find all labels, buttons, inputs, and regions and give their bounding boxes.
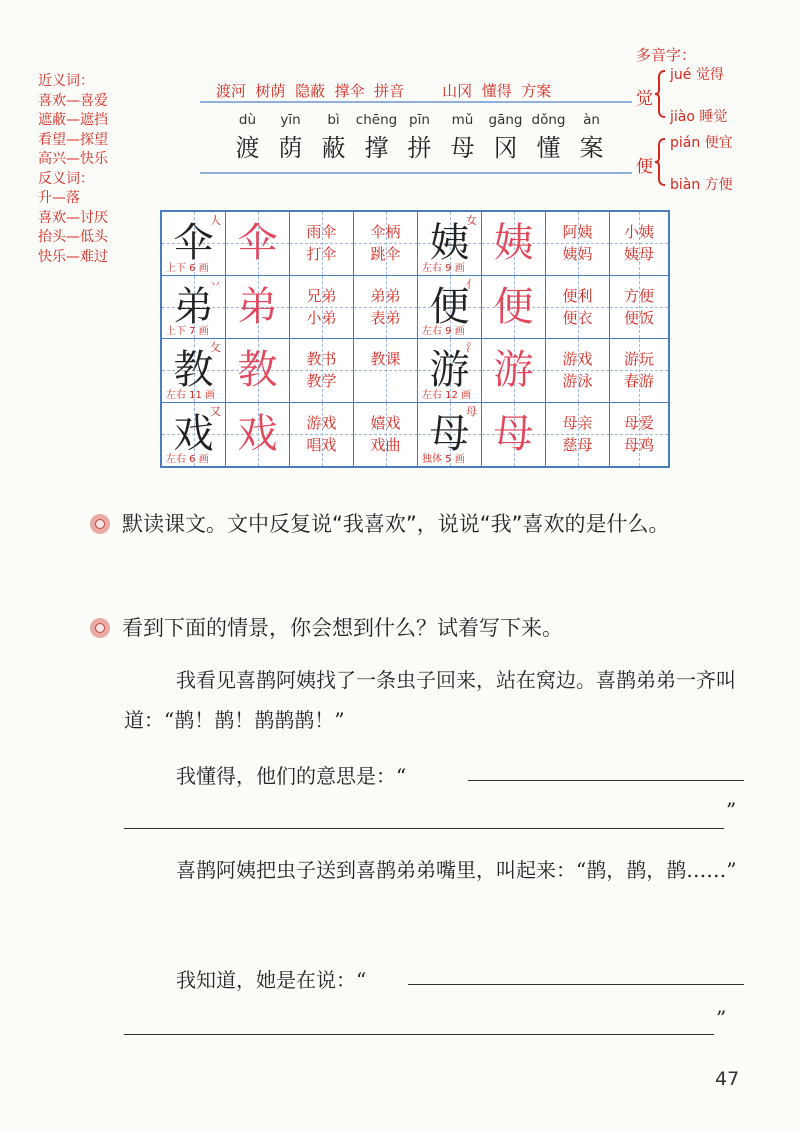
page-number: 47 [715, 1068, 740, 1090]
antonym-item: 升—落 [38, 190, 80, 206]
hanzi-item: 蔽 [321, 134, 346, 162]
polyphone-char: 觉 [636, 89, 653, 109]
character-cell [162, 212, 226, 275]
question-1-text: 默读课文。文中反复说“我喜欢”，说说“我”喜欢的是什么。 [122, 512, 670, 536]
pinyin-item: pīn [409, 112, 430, 128]
word: 教学 [306, 372, 337, 390]
word-cell [546, 339, 610, 402]
hanzi-row [226, 128, 613, 163]
word-cell [546, 212, 610, 275]
trace-cell [482, 403, 546, 467]
trace-character: 便 [493, 283, 534, 330]
radical-label: 又 [210, 404, 221, 418]
flower-bullet-icon [90, 514, 110, 534]
pinyin-item: dù [238, 112, 257, 128]
pinyin-item: bì [327, 112, 340, 128]
character: 姨 [429, 220, 470, 266]
word-cell [546, 403, 610, 467]
word: 教课 [370, 350, 401, 368]
antonym-item: 快乐—难过 [38, 248, 108, 265]
structure-stroke-label: 左右 12 画 [422, 389, 472, 401]
trace-character: 教 [237, 347, 278, 393]
word: 唱戏 [306, 435, 337, 454]
character: 伞 [173, 220, 214, 266]
word: 便饭 [623, 308, 654, 327]
brace-icon [654, 70, 666, 118]
polyphone-reading: jué 觉得 [670, 67, 724, 83]
radical-label: 亻 [466, 277, 477, 291]
close-quote: ” [726, 798, 737, 822]
structure-stroke-label: 左右 9 画 [422, 326, 465, 337]
word: 嬉戏 [370, 413, 401, 432]
word: 小姨 [623, 223, 654, 241]
antonyms-title: 反义词： [38, 170, 94, 187]
structure-stroke-label: 上下 7 画 [166, 326, 209, 337]
word-cell [290, 276, 354, 339]
word-cell [354, 339, 418, 402]
polyphone-reading: biàn 方便 [670, 177, 733, 193]
synonym-item: 喜欢—喜爱 [38, 92, 108, 109]
word: 伞柄 [370, 223, 401, 241]
character: 弟 [173, 283, 214, 330]
word-cell [354, 403, 418, 467]
trace-cell [226, 276, 290, 339]
word: 阿姨 [562, 223, 593, 241]
word-cell [546, 276, 610, 339]
close-quote: ” [716, 1006, 727, 1030]
word: 方便 [623, 286, 654, 305]
character-cell [162, 403, 226, 467]
character: 教 [173, 347, 214, 393]
exercise-prompt-1: 我懂得，他们的意思是：“ [176, 764, 407, 788]
word-cell [290, 212, 354, 275]
hanzi-item: 荫 [278, 134, 303, 162]
hanzi-item: 案 [579, 134, 604, 162]
trace-character: 伞 [237, 220, 278, 266]
exercise-prompt-2: 我知道，她是在说：“ [176, 968, 367, 992]
word-cell [610, 276, 668, 339]
synonym-item: 遮蔽—遮挡 [38, 112, 108, 128]
word: 跳伞 [370, 245, 401, 263]
pinyin-item: gāng [488, 112, 523, 128]
word: 小弟 [306, 308, 337, 327]
antonym-item: 喜欢—讨厌 [38, 209, 108, 226]
answer-line[interactable] [408, 984, 744, 985]
polyphone-title: 多音字： [636, 46, 697, 64]
trace-cell [226, 403, 290, 467]
vocab-underline [200, 101, 632, 103]
hanzi-item: 拼 [407, 134, 432, 162]
trace-character: 游 [493, 347, 534, 393]
exercise-paragraph-1: 我看见喜鹊阿姨找了一条虫子回来，站在窝边。喜鹊弟弟一齐叫道：“鹊！鹊！鹊鹊鹊！” [124, 668, 736, 732]
word: 游戏 [306, 413, 337, 432]
word: 兄弟 [306, 286, 337, 305]
polyphone-reading: jiào 睡觉 [670, 109, 728, 125]
radical-label: 攵 [210, 341, 221, 354]
character: 便 [429, 283, 470, 330]
grid-row [162, 403, 668, 467]
question-2-text: 看到下面的情景，你会想到什么？试着写下来。 [122, 616, 563, 640]
vocab-words-right: 山冈 懂得 方案 [442, 82, 552, 100]
word-cell [354, 276, 418, 339]
character: 母 [429, 410, 470, 457]
character: 戏 [173, 410, 214, 457]
word: 母鸡 [623, 435, 654, 454]
trace-cell [226, 339, 290, 402]
word: 打伞 [306, 245, 337, 263]
flower-bullet-icon [90, 618, 110, 638]
word: 春游 [623, 372, 654, 390]
trace-character: 弟 [237, 283, 278, 330]
hanzi-bottom-line [200, 172, 632, 174]
word: 姨母 [623, 245, 654, 263]
pinyin-row [226, 112, 613, 128]
answer-line[interactable] [124, 1034, 714, 1035]
brace-icon [654, 138, 666, 186]
word-notes [38, 72, 158, 267]
structure-stroke-label: 独体 5 画 [422, 454, 465, 465]
pinyin-item: àn [583, 112, 600, 128]
pinyin-item: yīn [280, 112, 301, 128]
structure-stroke-label: 左右 9 画 [422, 262, 465, 274]
hanzi-item: 渡 [235, 134, 260, 162]
character-cell [418, 339, 482, 402]
word: 姨妈 [562, 245, 593, 263]
trace-character: 姨 [493, 220, 534, 266]
hanzi-item: 母 [450, 134, 475, 162]
grid-row [162, 212, 668, 276]
hanzi-item: 懂 [536, 134, 561, 162]
word-cell [290, 339, 354, 402]
pinyin-item: chēng [355, 112, 398, 128]
character-cell [418, 403, 482, 467]
word-cell [610, 403, 668, 467]
radical-label: 人 [210, 214, 221, 227]
trace-character: 母 [493, 410, 534, 457]
trace-cell [482, 339, 546, 402]
word-cell [354, 212, 418, 275]
word: 便利 [562, 286, 593, 305]
pinyin-item: mǔ [451, 112, 474, 128]
radical-label: 丷 [210, 277, 221, 291]
word: 游泳 [562, 372, 593, 390]
word: 戏曲 [370, 435, 401, 454]
character-cell [162, 339, 226, 402]
hanzi-item: 冈 [493, 134, 518, 162]
word: 雨伞 [306, 223, 337, 241]
synonym-item: 高兴—快乐 [38, 151, 108, 167]
synonyms-title: 近义词： [38, 73, 94, 89]
radical-label: 母 [466, 404, 477, 418]
hanzi-item: 撑 [364, 134, 389, 162]
word: 游玩 [623, 350, 654, 368]
structure-stroke-label: 上下 6 画 [166, 262, 209, 274]
trace-cell [482, 212, 546, 275]
radical-label: 氵 [466, 341, 477, 354]
word: 教书 [306, 350, 337, 368]
trace-cell [482, 276, 546, 339]
character-grid [160, 210, 670, 468]
word-cell [610, 212, 668, 275]
word: 游戏 [562, 350, 593, 368]
character-cell [418, 276, 482, 339]
character: 游 [429, 347, 470, 393]
trace-character: 戏 [237, 410, 278, 457]
character-cell [162, 276, 226, 339]
structure-stroke-label: 左右 11 画 [166, 389, 216, 401]
word: 表弟 [370, 308, 401, 327]
answer-line[interactable] [468, 780, 744, 781]
structure-stroke-label: 左右 6 画 [166, 454, 209, 465]
exercise-paragraph-2: 喜鹊阿姨把虫子送到喜鹊弟弟嘴里，叫起来：“鹊，鹊，鹊……” [176, 858, 737, 882]
pinyin-item: dǒng [531, 112, 566, 128]
word: 弟弟 [370, 286, 401, 305]
polyphone-char: 便 [636, 157, 653, 177]
character-cell [418, 212, 482, 275]
radical-label: 女 [466, 214, 477, 227]
vocab-words-left: 渡河 树荫 隐蔽 撑伞 拼音 [216, 82, 405, 100]
word: 慈母 [562, 435, 593, 454]
word-cell [610, 339, 668, 402]
answer-line[interactable] [124, 828, 724, 829]
word: 便衣 [562, 308, 593, 327]
word: 母亲 [562, 413, 593, 432]
vocabulary-words [216, 80, 636, 101]
synonym-item: 看望—探望 [38, 131, 108, 148]
word-cell [290, 403, 354, 467]
grid-row [162, 276, 668, 340]
polyphone-reading: pián 便宜 [670, 135, 733, 151]
grid-row [162, 339, 668, 403]
trace-cell [226, 212, 290, 275]
antonym-item: 抬头—低头 [38, 229, 108, 245]
word: 母爱 [623, 413, 654, 432]
